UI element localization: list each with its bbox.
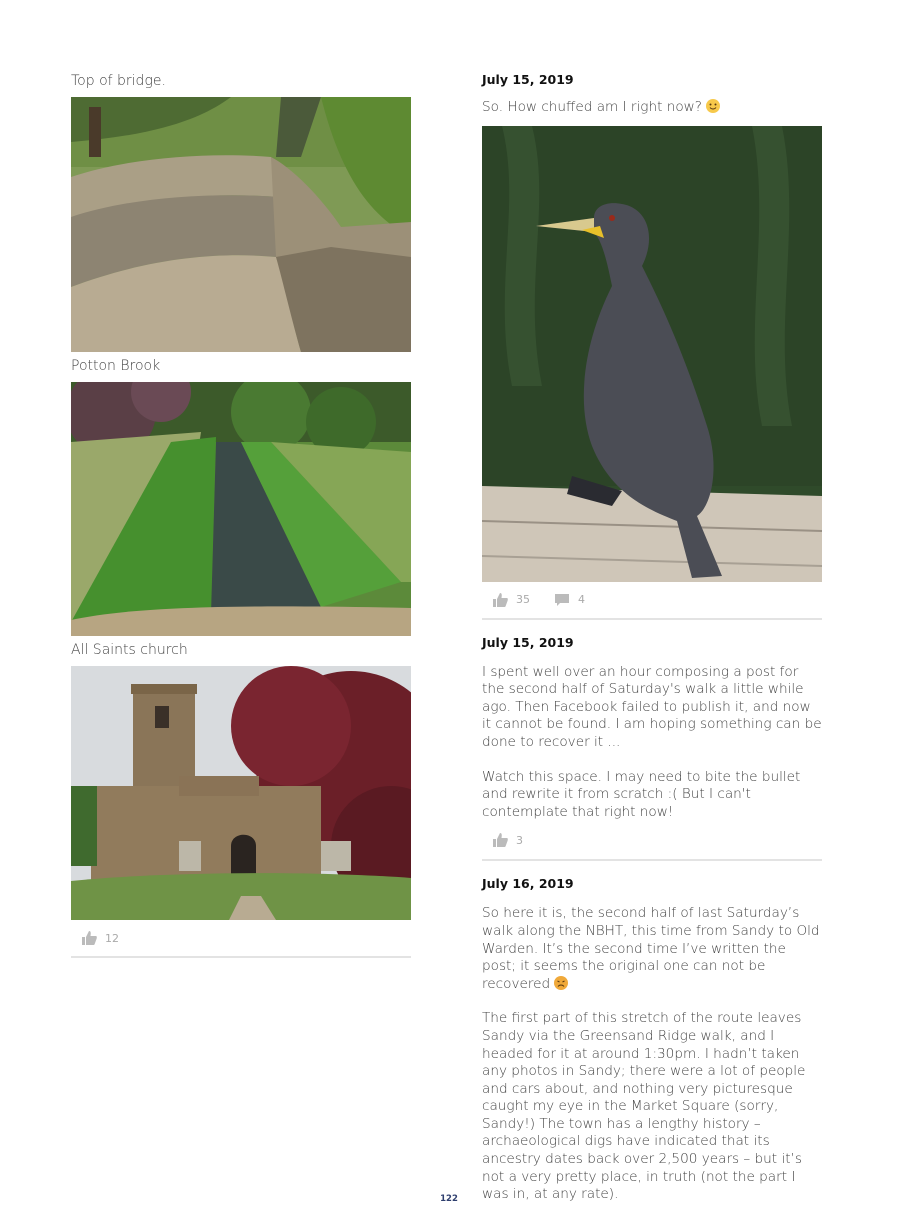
page-number: 122: [440, 1194, 458, 1204]
left-column: [71, 70, 411, 958]
post-date: July 15, 2019: [482, 634, 574, 650]
photo-caption: All Saints church: [71, 642, 188, 658]
photo-caption: Potton Brook: [71, 358, 161, 374]
post-paragraph: Watch this space. I may need to bite the bullet and rewrite it from scratch :( But I can't contemplate that right now!: [482, 768, 801, 820]
post-date: July 15, 2019: [482, 72, 574, 87]
like-count: 35: [516, 593, 530, 607]
post-date: July 16, 2019: [482, 876, 574, 892]
photo-caption: Top of bridge.: [71, 73, 166, 89]
like-count: 12: [105, 931, 119, 945]
post-paragraph: [482, 905, 822, 993]
right-column: [482, 70, 822, 1204]
post-paragraph: The first part of this stretch of the route leaves Sandy via the Greensand Ridge walk, and I headed for it at around 1:30pm. I hadn’t taken any photos in Sandy; there were a lot of people and cars about, and nothing very picturesque caught my eye in the Market Square (sorry, Sandy!) The town has a lengthy history – archaeological digs have indicated that its ancestry dates back over 2,500 years – but it’s not a very pretty place, in truth (not the part I was in, at any rate).: [482, 1010, 806, 1203]
cormorant-photo: [482, 126, 822, 582]
post-paragraph-text: So here it is, the second half of last Saturday’s walk along the NBHT, this time from Sandy to Old Warden. It’s the second time I’ve written the post; it seems the original one can not be recovered: [482, 905, 820, 992]
comment-count: 4: [578, 593, 585, 607]
post-1-reactions: [482, 582, 822, 620]
all-saints-church-photo: [71, 666, 411, 920]
post-2-reactions: [482, 821, 822, 861]
left-reactions: [71, 920, 411, 958]
smile-emoji-icon: [706, 99, 720, 113]
post-text: [482, 99, 822, 117]
comment-icon[interactable]: [554, 593, 570, 607]
post-paragraph: I spent well over an hour composing a post for the second half of Saturday's walk a little while ago. Then Facebook failed to publish it, and now it cannot be found. I am hoping something can be done to recover it ...: [482, 663, 822, 750]
frown-emoji-icon: [554, 976, 568, 990]
post-text-content: So. How chuffed am I right now?: [482, 99, 702, 115]
bridge-photo: [71, 97, 411, 352]
like-icon[interactable]: [81, 931, 97, 945]
like-icon[interactable]: [492, 593, 508, 607]
potton-brook-photo: [71, 382, 411, 636]
like-icon[interactable]: [492, 833, 508, 847]
like-count: 3: [516, 833, 523, 847]
